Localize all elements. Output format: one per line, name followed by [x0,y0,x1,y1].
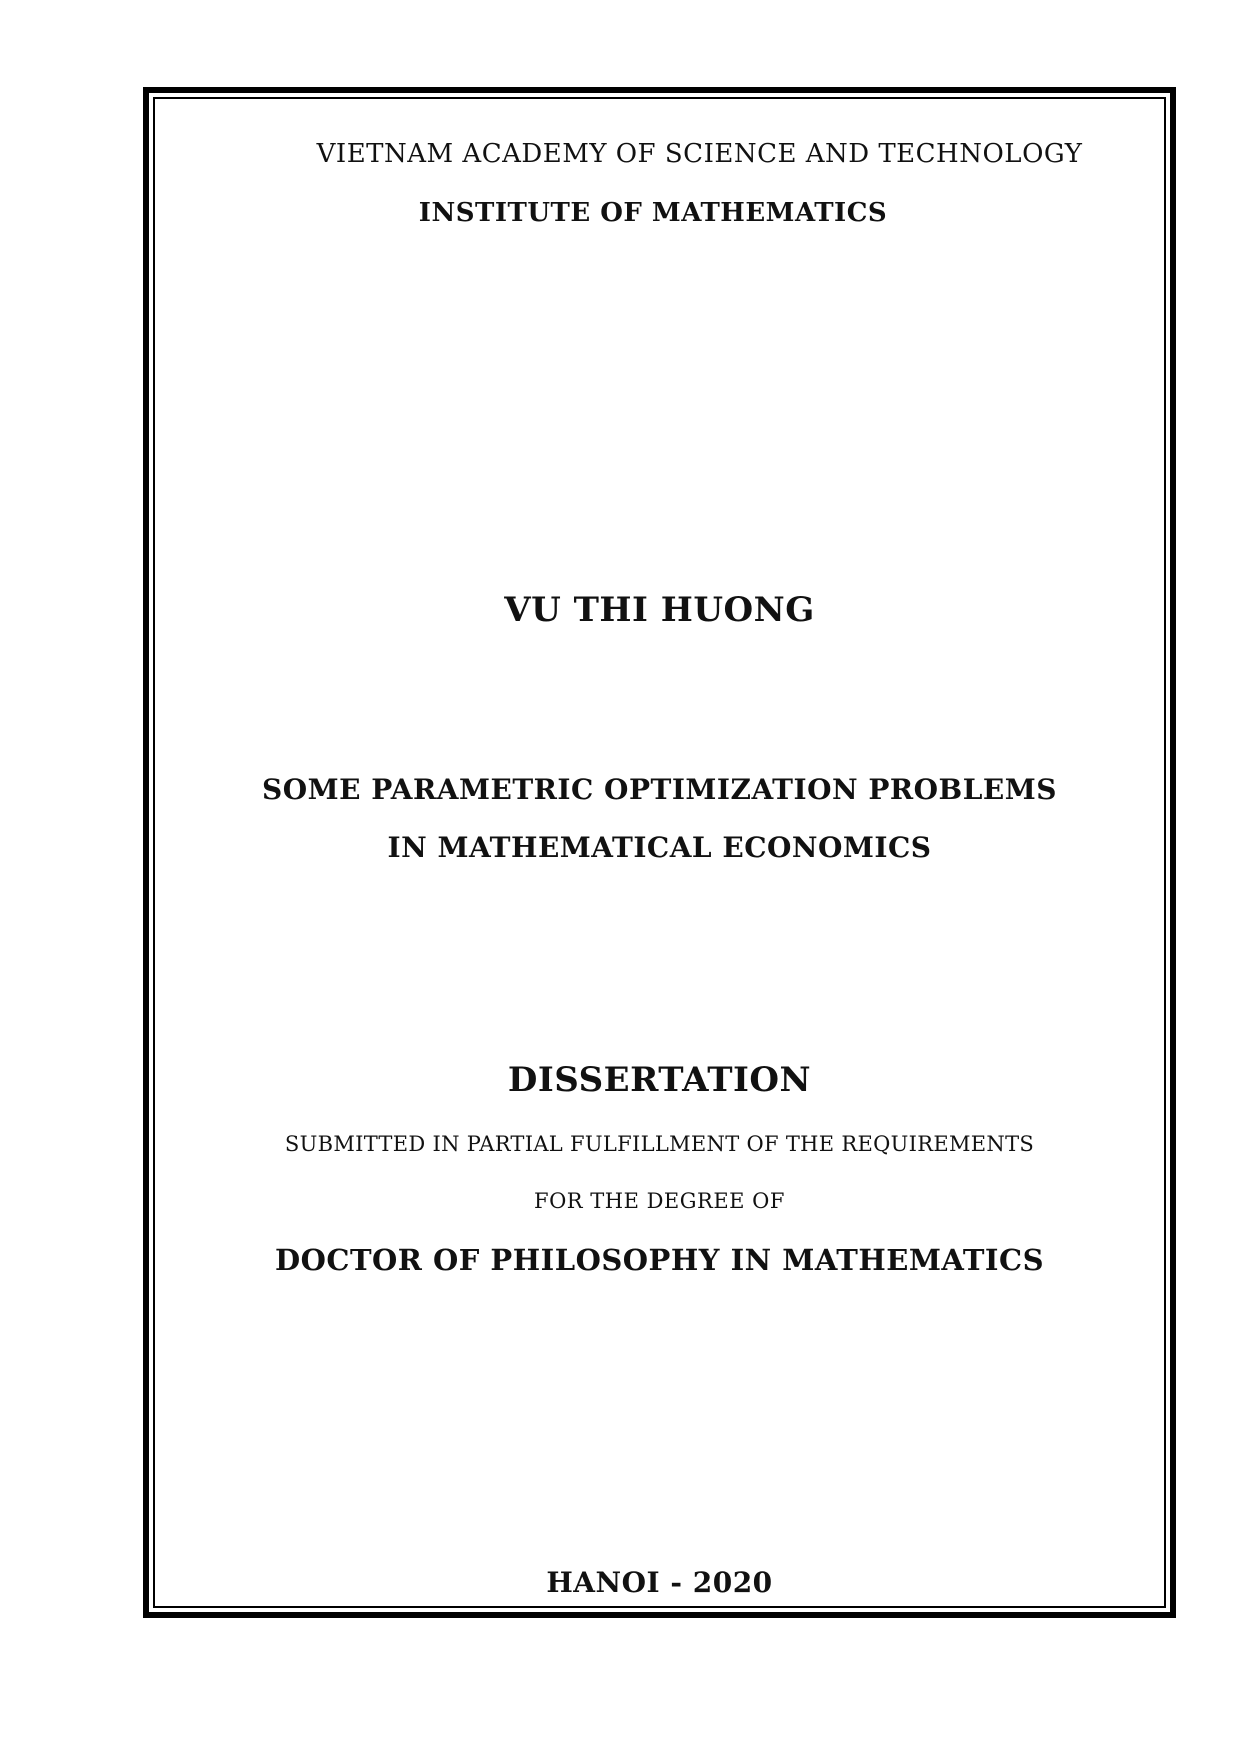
author-name: VU THI HUONG [504,590,815,630]
for-degree-statement: FOR THE DEGREE OF [534,1189,785,1213]
place-and-year: HANOI - 2020 [546,1566,773,1599]
institute-name: INSTITUTE OF MATHEMATICS [418,198,888,228]
dissertation-title-line-2: IN MATHEMATICAL ECONOMICS [387,831,932,864]
document-type: DISSERTATION [507,1060,812,1100]
dissertation-title-line-1: SOME PARAMETRIC OPTIMIZATION PROBLEMS [262,773,1057,806]
academy-name: VIETNAM ACADEMY OF SCIENCE AND TECHNOLOGY [316,139,1083,169]
submission-statement: SUBMITTED IN PARTIAL FULFILLMENT OF THE REQUIREMENTS [284,1132,1035,1156]
degree-name: DOCTOR OF PHILOSOPHY IN MATHEMATICS [274,1243,1045,1277]
